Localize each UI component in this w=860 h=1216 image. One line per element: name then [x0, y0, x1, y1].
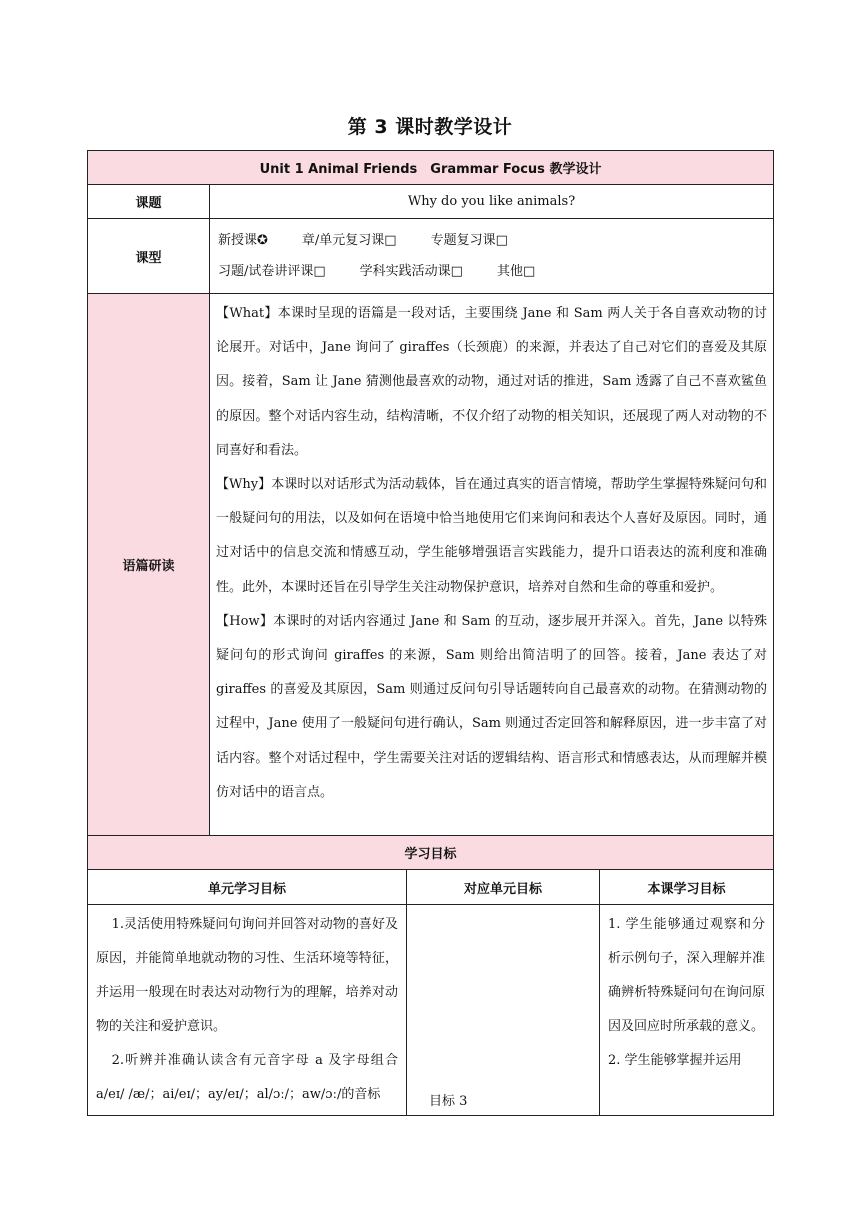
lesson-plan-table [87, 150, 774, 1116]
topic-text: Why do you like animals? [407, 194, 576, 209]
lesson-goal-item: 2. 学生能够掌握并运用 [608, 1053, 742, 1068]
topic-label: 课题 [88, 185, 210, 219]
lesson-goal-item: 1. 学生能够通过观察和分析示例句子，深入理解并准确辨析特殊疑问句在询问原因及回应时所承载的意义。 [608, 917, 766, 1034]
lesson-type-option: 新授课✪ [218, 233, 268, 248]
lesson-type-option: 学科实践活动课□ [359, 264, 463, 279]
text-study-content [210, 294, 774, 836]
corresponding-goal-cell [407, 905, 600, 1116]
table-header: Unit 1 Animal Friends Grammar Focus 教学设计 [88, 151, 774, 185]
lesson-goals-cell [600, 905, 774, 1116]
col-header-corresponding: 对应单元目标 [407, 870, 600, 905]
lesson-type-option: 章/单元复习课□ [301, 233, 397, 248]
text-study-what: 【What】本课时呈现的语篇是一段对话，主要围绕 Jane 和 Sam 两人关于各自喜欢动物的讨论展开。对话中，Jane 询问了 giraffes（长颈鹿）的来源，并表达了自己对它们的喜爱及其原因。接着，Sam 让 Jane 猜测他最喜欢的动物，通过对话的推进，Sam 透露了自己不喜欢鲨鱼的原因。整个对话内容生动，结构清晰，不仅介绍了动物的相关知识，还展现了两人对动物的不同喜好和看法。 [216, 306, 768, 458]
lesson-type-option: 专题复习课□ [430, 233, 508, 248]
col-header-unit-goals: 单元学习目标 [88, 870, 407, 905]
text-study-why: 【Why】本课时以对话形式为活动载体，旨在通过真实的语言情境，帮助学生掌握特殊疑问句和一般疑问句的用法，以及如何在语境中恰当地使用它们来询问和表达个人喜好及原因。同时，通过对话中的信息交流和情感互动，学生能够增强语言实践能力，提升口语表达的流利度和准确性。此外，本课时还旨在引导学生关注动物保护意识，培养对自然和生命的尊重和爱护。 [216, 477, 768, 595]
lesson-type-options [210, 219, 774, 294]
objectives-section-title: 学习目标 [88, 836, 774, 870]
text-study-label: 语篇研读 [88, 294, 210, 836]
unit-goals-cell [88, 905, 407, 1116]
lesson-type-row-2 [218, 256, 765, 287]
page-title: 第 3 课时教学设计 [347, 116, 513, 138]
lesson-type-option: 习题/试卷讲评课□ [218, 264, 326, 279]
lesson-type-option: 其他□ [496, 264, 536, 279]
col-header-lesson-goals: 本课学习目标 [600, 870, 774, 905]
corresponding-goal: 目标 3 [429, 1094, 468, 1109]
text-study-how: 【How】本课时的对话内容通过 Jane 和 Sam 的互动，逐步展开并深入。首先，Jane 以特殊疑问句的形式询问 giraffes 的来源，Sam 则给出简洁明了的回答。接着，Jane 表达了对 giraffes 的喜爱及其原因，Sam 则通过反问句引导话题转向自己最喜欢的动物。在猜测动物的过程中，Jane 使用了一般疑问句进行确认，Sam 则通过否定回答和解释原因，进一步丰富了对话内容。整个对话过程中，学生需要关注对话的逻辑结构、语言形式和情感表达，从而理解并模仿对话中的语言点。 [216, 613, 768, 800]
lesson-type-label: 课型 [88, 219, 210, 294]
lesson-type-row-1 [218, 225, 765, 256]
topic-value [210, 185, 774, 219]
unit-goal-item: 2.听辨并准确认读含有元音字母 a 及字母组合 a/eɪ/ /æ/；ai/eɪ/；ay/eɪ/；al/ɔː/；aw/ɔː/的音标 [96, 1053, 398, 1102]
unit-goal-item: 1.灵活使用特殊疑问句询问并回答对动物的喜好及原因，并能简单地就动物的习性、生活环境等特征，并运用一般现在时表达对动物行为的理解，培养对动物的关注和爱护意识。 [96, 917, 398, 1034]
